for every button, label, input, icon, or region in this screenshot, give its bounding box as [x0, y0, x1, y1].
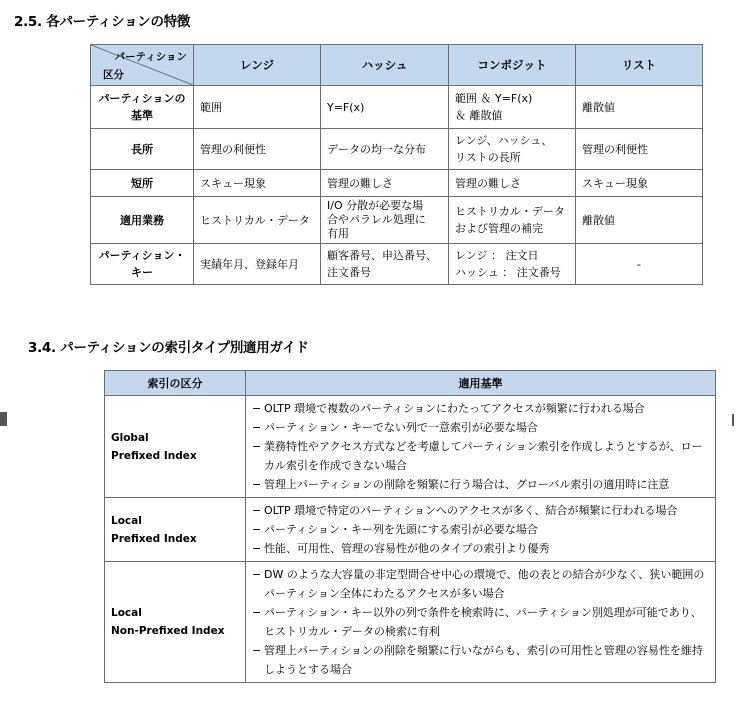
- table-cell: [194, 129, 321, 170]
- index-type-line: Local: [111, 514, 142, 527]
- index-type-cell: [105, 562, 246, 683]
- bullet-dash: −: [252, 542, 262, 555]
- cell-line: レンジ ： 注文日: [455, 249, 539, 262]
- index-type-line: Non-Prefixed Index: [111, 625, 225, 637]
- index-type-line: Global: [111, 431, 149, 444]
- table-row: [105, 396, 716, 498]
- criteria-cell: [246, 498, 716, 562]
- cell-line: 顧客番号、申込番号、: [327, 249, 437, 262]
- table-cell: [449, 244, 576, 285]
- cell-line: 管理の難しさ: [327, 176, 393, 190]
- bullet-dash: −: [252, 478, 262, 491]
- cell-line: 有用: [327, 227, 349, 240]
- table-row: [91, 86, 703, 129]
- row-header-line: 短所: [131, 176, 153, 190]
- criteria-text: 業務特性やアクセス方式などを考慮してパーティション索引を作成しようとするが、ローカル索引を作成できない場合: [264, 440, 703, 472]
- corner-bottom-label: 区分: [103, 69, 124, 81]
- criteria-text: パーティション・キー列を先頭にする索引が必要な場合: [264, 523, 538, 536]
- criteria-cell: [246, 562, 716, 683]
- table-cell: [321, 129, 449, 170]
- criteria-text: パーティション・キーでない列で一意索引が必要な場合: [264, 421, 538, 434]
- cell-line: I/O 分散が必要な場: [327, 199, 424, 212]
- table-row: [91, 129, 703, 170]
- table-cell: [449, 197, 576, 244]
- table-cell: [576, 129, 703, 170]
- cell-line: リストの長所: [455, 151, 521, 164]
- row-header: [91, 86, 194, 129]
- column-header: リスト: [576, 45, 703, 86]
- table-cell: [576, 170, 703, 197]
- index-type-line: Prefixed Index: [111, 449, 197, 462]
- corner-top-label: パーティション: [114, 51, 187, 63]
- table-row: [91, 244, 703, 285]
- column-header: ハッシュ: [321, 45, 449, 86]
- criteria-item: [252, 520, 711, 539]
- row-header: [91, 244, 194, 285]
- table-header-row: [105, 371, 716, 396]
- left-edge-marker: [0, 412, 7, 426]
- cell-line: データの均一な分布: [327, 142, 426, 156]
- table-row: [91, 170, 703, 197]
- cell-line: スキュー現象: [200, 176, 266, 190]
- column-header-criteria: 適用基準: [246, 371, 716, 396]
- cell-line: 管理の難しさ: [455, 176, 521, 190]
- table-cell: [449, 129, 576, 170]
- cell-line: Y=F(x): [327, 100, 365, 114]
- cell-line: および管理の補完: [455, 222, 543, 235]
- cell-line: レンジ、ハッシュ、: [455, 134, 553, 147]
- criteria-item: [252, 641, 711, 679]
- table-cell: [194, 86, 321, 129]
- cell-line: 範囲 ＆ Y=F(x): [455, 92, 533, 105]
- corner-cell: [91, 45, 194, 86]
- table-cell: [576, 197, 703, 244]
- column-header: コンポジット: [449, 45, 576, 86]
- criteria-item: [252, 475, 711, 494]
- row-header-line: 基準: [131, 109, 153, 122]
- bullet-dash: −: [252, 440, 262, 453]
- cell-line: 範囲: [200, 100, 222, 114]
- index-type-cell: [105, 396, 246, 498]
- row-header-line: 長所: [131, 142, 153, 156]
- row-header-line: パーティション・: [98, 249, 186, 262]
- cell-line: ヒストリカル・データ: [200, 213, 310, 227]
- criteria-item: [252, 418, 711, 437]
- row-header: [91, 197, 194, 244]
- bullet-dash: −: [252, 644, 262, 657]
- bullet-dash: −: [252, 606, 262, 619]
- column-header: レンジ: [194, 45, 321, 86]
- table-cell: [449, 86, 576, 129]
- cell-line: 離散値: [582, 213, 615, 227]
- column-header-index-type: 索引の区分: [105, 371, 246, 396]
- bullet-dash: −: [252, 421, 262, 434]
- table-cell: [321, 170, 449, 197]
- cell-line: 注文番号: [327, 266, 371, 279]
- criteria-item: [252, 501, 711, 520]
- table-cell: [321, 86, 449, 129]
- table-row: [91, 197, 703, 244]
- table-cell: [194, 170, 321, 197]
- partition-features-table: [90, 44, 703, 285]
- criteria-item: [252, 603, 711, 641]
- cell-line: 実績年月、登録年月: [200, 257, 299, 271]
- criteria-item: [252, 399, 711, 418]
- criteria-text: 性能、可用性、管理の容易性が他のタイプの索引より優秀: [264, 542, 550, 555]
- criteria-item: [252, 437, 711, 475]
- table-cell: [449, 170, 576, 197]
- table-header-row: [91, 45, 703, 86]
- cell-line: 離散値: [582, 100, 615, 114]
- cell-line: ヒストリカル・データ: [455, 205, 565, 218]
- bullet-dash: −: [252, 568, 262, 581]
- table-cell: [194, 244, 321, 285]
- row-header-line: 適用業務: [120, 213, 164, 227]
- criteria-text: OLTP 環境で特定のパーティションへのアクセスが多く、結合が頻繁に行われる場合: [264, 504, 678, 517]
- index-type-guide-table: [104, 370, 716, 683]
- table-cell: [321, 244, 449, 285]
- cell-line: スキュー現象: [582, 176, 648, 190]
- table-cell: [194, 197, 321, 244]
- criteria-text: OLTP 環境で複数のパーティションにわたってアクセスが頻繁に行われる場合: [264, 402, 645, 415]
- criteria-text: パーティション・キー以外の列で条件を検索時に、パーティション別処理が可能であり、ヒストリカル・データの検索に有利: [264, 606, 702, 638]
- section-heading-partition-features: 2.5. 各パーティションの特徴: [14, 14, 191, 30]
- cell-line: ＆ 離散値: [455, 109, 503, 122]
- index-type-line: Prefixed Index: [111, 532, 197, 545]
- row-header-line: キー: [131, 266, 153, 279]
- right-edge-marker: [732, 414, 734, 426]
- criteria-text: 管理上パーティションの削除を頻繁に行いながらも、索引の可用性と管理の容易性を維持しようとする場合: [264, 644, 703, 676]
- table-cell: [576, 86, 703, 129]
- row-header: [91, 129, 194, 170]
- bullet-dash: −: [252, 523, 262, 536]
- cell-line: 管理の利便性: [582, 142, 648, 156]
- bullet-dash: −: [252, 402, 262, 415]
- table-cell: [321, 197, 449, 244]
- section-heading-index-guide: 3.4. パーティションの索引タイプ別適用ガイド: [28, 340, 309, 356]
- criteria-item: [252, 539, 711, 558]
- index-type-line: Local: [111, 607, 142, 619]
- cell-line: -: [637, 257, 641, 271]
- table-row: [105, 562, 716, 683]
- table-cell: [576, 244, 703, 285]
- bullet-dash: −: [252, 504, 262, 517]
- row-header-line: パーティションの: [98, 92, 186, 105]
- table-row: [105, 498, 716, 562]
- cell-line: 管理の利便性: [200, 142, 266, 156]
- cell-line: ハッシュ ： 注文番号: [455, 266, 561, 279]
- criteria-item: [252, 565, 711, 603]
- criteria-cell: [246, 396, 716, 498]
- cell-line: 合やパラレル処理に: [327, 213, 426, 226]
- index-type-cell: [105, 498, 246, 562]
- row-header: [91, 170, 194, 197]
- criteria-text: DW のような大容量の非定型問合せ中心の環境で、他の表との結合が少なく、狭い範囲のパーティション全体にわたるアクセスが多い場合: [264, 568, 705, 600]
- criteria-text: 管理上パーティションの削除を頻繁に行う場合は、グローバル索引の適用時に注意: [264, 478, 670, 491]
